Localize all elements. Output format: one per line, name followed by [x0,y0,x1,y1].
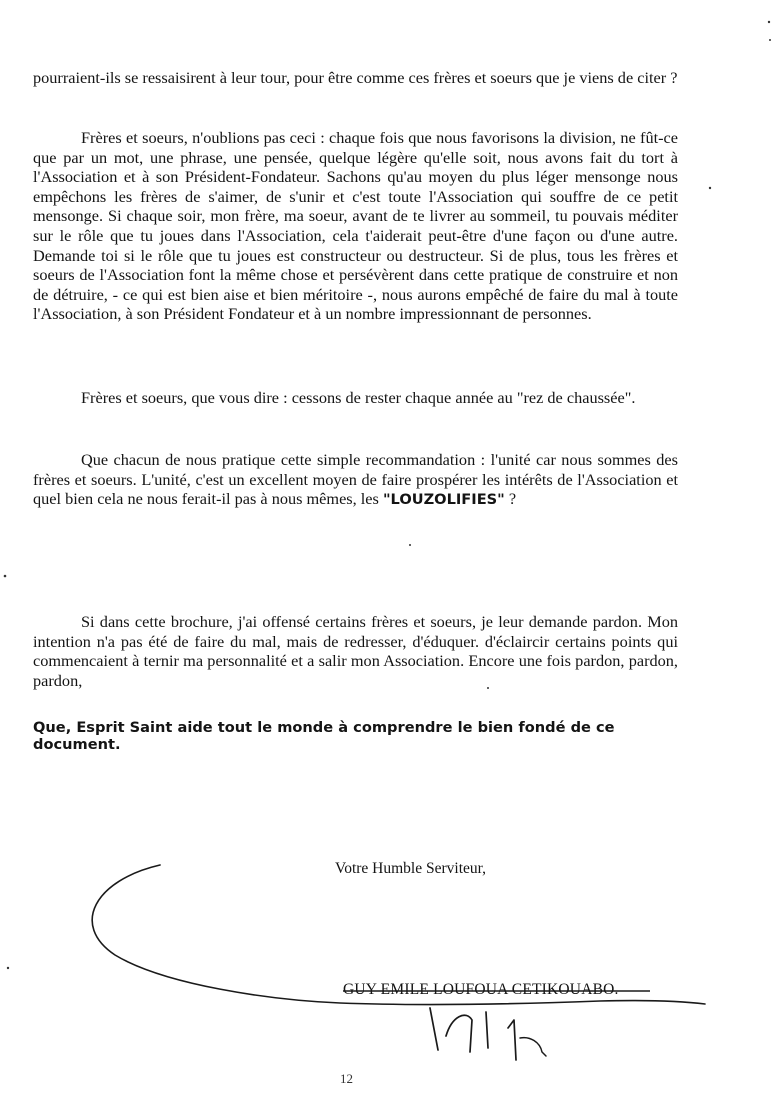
paragraph-rez-de-chaussee: Frères et soeurs, que vous dire : cessons de rester chaque année au "rez de chaussée". [81,388,636,407]
louzolifies-term: "LOUZOLIFIES" [382,491,505,509]
paragraph-division: Frères et soeurs, n'oublions pas ceci : chaque fois que nous favorisons la division, ne fût-ce que par un mot, une phrase, une pensée, quelque légère qu'elle soit, nous avons fait du tort à l'Association et à son Président-Fondateur. Sachons qu'au moyen du plus léger mensonge nous empêchons les frères de s'aimer, de s'unir et c'est toute l'Association qui souffre de ce petit mensonge. Si chaque soir, mon frère, ma soeur, avant de te livrer au sommeil, tu pouvais méditer sur le rôle que tu joues dans l'Association, cela t'aiderait peut-être d'une façon ou d'une autre. Demande toi si le rôle que tu joues est constructeur ou destructeur. Si de plus, tous les frères et soeurs de l'Association font la même chose et persévèrent dans cette pratique de construire et non de détruire, - ce qui est bien aise et bien méritoire -, nous aurons empêché de faire du mal à toute l'Association, à son Président Fondateur et à un nombre impressionnant de personnes. [33,128,678,324]
paragraph-unite-text: Que chacun de nous pratique cette simple recommandation : l'unité car nous sommes des frères et soeurs. L'unité, c'est un excellent moyen de faire prospérer les intérêts de l'Association et quel bien cela ne nous ferait-il pas à nous mêmes, les [33,450,678,509]
scan-specks [4,21,771,969]
paragraph-pardon: Si dans cette brochure, j'ai offensé certains frères et soeurs, je leur demande pardon. Mon intention n'a pas été de faire du mal, mais de redresser, d'éduquer. d'éclaircir certains points qui commencaient à ternir ma personnalité et a salir mon Association. Encore une fois pardon, pardon, pardon, [33,612,678,690]
signatory-name: GUY EMILE LOUFOUA CETIKOUABO. [343,981,619,998]
page-number: 12 [340,1071,353,1086]
closing-salutation: Votre Humble Serviteur, [335,860,487,877]
paragraph-continuation: pourraient-ils se ressaisirent à leur tour, pour être comme ces frères et soeurs que je viens de citer ? [33,68,678,87]
handwritten-signature [92,865,705,1060]
closing-prayer-line: Que, Esprit Saint aide tout le monde à comprendre le bien fondé de ce document. [33,719,615,753]
louzolifies-tail: ? [504,489,517,509]
